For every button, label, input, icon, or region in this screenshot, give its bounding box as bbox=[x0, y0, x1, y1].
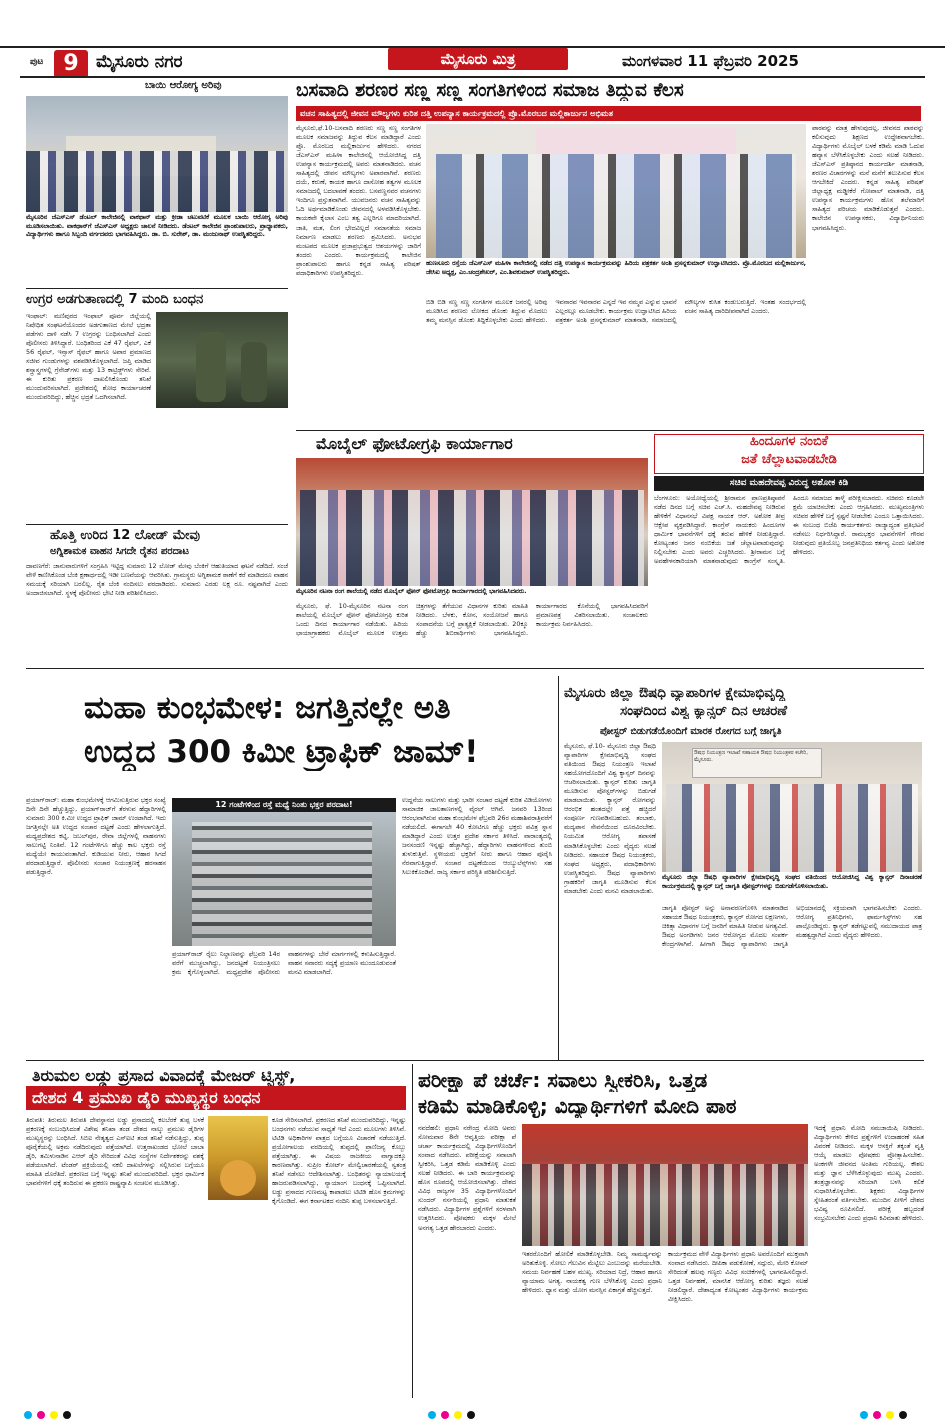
soldier-shape-2 bbox=[241, 342, 267, 402]
photo-sign-text: ಔಷಧ ನಿಯಂತ್ರಣ ಇಲಾಖೆ ಸಹಾಯಕ ಔಷಧ ನಿಯಂತ್ರಕರ ಕಚೇರಿ, ಮೈಸೂರು. bbox=[694, 750, 808, 763]
hindu-headline-2: ಜತೆ ಚೆಲ್ಲಾಟವಾಡಬೇಡಿ bbox=[741, 452, 837, 467]
kumbh-photo bbox=[172, 812, 396, 946]
paper-name: ಮೈಸೂರು ಮಿತ್ರ bbox=[388, 48, 568, 70]
color-registration-center bbox=[428, 1404, 480, 1423]
basava-lower-text: ಬಿಡಿ ಬಿಡಿ ಸಣ್ಣ ಸಣ್ಣ ಸಂಗತಿಗಳ ಮೂಲಕ ಜನರಲ್ಲಿ ಅರಿವು ಮೂಡಿಸಿದ ಶರಣರು ಲೋಕದ ಡೊಂಕು ತಿದ್ದುವ ಮೊದಲು ತಮ್ಮ ಮನಸ್ಸಿನ ಡೊಂಕು ತಿದ್ದಿಕೊಳ್ಳಬೇಕು ಎಂದು ಹೇಳಿದರು. ಇವನಾರವ ಇವನಾರವ ಎನ್ನದೆ ಇವ ನಮ್ಮವ ಎನ್ನುವ ಭಾವನೆ ಎಲ್ಲರಲ್ಲೂ ಮೂಡಬೇಕು. ಕಾರ್ಯಕ್ರಮ ಉದ್ಘಾಟಿಸಿದ ಹಿರಿಯ ಪತ್ರಕರ್ತ ಅಂಶಿ ಪ್ರಸನ್ನಕುಮಾರ್ ಮಾತನಾಡಿ, ಸಮಾಜದಲ್ಲಿ ಮೌಲ್ಯಗಳ ಕುಸಿತ ಕಂಡುಬರುತ್ತಿದೆ. ಇಂತಹ ಸಂದರ್ಭದಲ್ಲಿ ವಚನ ಸಾಹಿತ್ಯ ದಾರಿದೀಪವಾಗಿದೆ ಎಂದರು. bbox=[426, 298, 806, 325]
color-registration-right bbox=[860, 1404, 912, 1423]
people-row bbox=[26, 151, 288, 212]
cancer-body: ಮೈಸೂರು, ಫೆ.10- ಮೈಸೂರು ಜಿಲ್ಲಾ ಔಷಧಿ ವ್ಯಾಪಾರಿಗಳ ಕ್ಷೇಮಾಭಿವೃದ್ಧಿ ಸಂಘದ ವತಿಯಿಂದ ಔಷಧ ನಿಯಂತ್ರಣ ಇಲಾಖೆ ಸಹಯೋಗದೊಂದಿಗೆ ವಿಶ್ವ ಕ್ಯಾನ್ಸರ್ ದಿನವನ್ನು ಆಚರಿಸಲಾಯಿತು. ಕ್ಯಾನ್ಸರ್ ಕುರಿತು ಜಾಗೃತಿ ಮೂಡಿಸುವ ಪೋಸ್ಟರ್‌ಗಳನ್ನು ಬಿಡುಗಡೆ ಮಾಡಲಾಯಿತು. ಕ್ಯಾನ್ಸರ್ ರೋಗವನ್ನು ಆರಂಭಿಕ ಹಂತದಲ್ಲೇ ಪತ್ತೆ ಹಚ್ಚಿದರೆ ಸಂಪೂರ್ಣ ಗುಣಪಡಿಸಬಹುದು. ತಂಬಾಕು, ಮದ್ಯಪಾನ ಸೇವನೆಯಿಂದ ದೂರವಿರಬೇಕು. ನಿಯಮಿತ ಆರೋಗ್ಯ ತಪಾಸಣೆ ಮಾಡಿಸಿಕೊಳ್ಳಬೇಕು ಎಂದು ವೈದ್ಯರು ಸಲಹೆ ನೀಡಿದರು. ಸಹಾಯಕ ಔಷಧ ನಿಯಂತ್ರಕರು, ಸಂಘದ ಅಧ್ಯಕ್ಷರು, ಪದಾಧಿಕಾರಿಗಳು ಉಪಸ್ಥಿತರಿದ್ದರು. ಔಷಧ ವ್ಯಾಪಾರಿಗಳು ಗ್ರಾಹಕರಿಗೆ ಜಾಗೃತಿ ಮೂಡಿಸುವ ಕೆಲಸ ಮಾಡಬೇಕು ಎಂದು ಮನವಿ ಮಾಡಲಾಯಿತು. bbox=[564, 742, 656, 895]
cancer-headline-2: ಸಂಘದಿಂದ ವಿಶ್ವ ಕ್ಯಾನ್ಸರ್ ದಿನ ಆಚರಣೆ bbox=[620, 704, 788, 719]
arrest-body-2 bbox=[156, 412, 288, 510]
issue-date: ಮಂಗಳವಾರ 11 ಫೆಬ್ರವರಿ 2025 bbox=[622, 52, 799, 70]
tirumala-col2: ಕೂಡ ಸೇರಿಸಲಾಗಿದೆ. ಪ್ರಕರಣದ ತನಿಖೆ ಮುಂದುವರಿದಿದ್ದು, ಇನ್ನಷ್ಟು ಬಂಧನಗಳು ನಡೆಯುವ ಸಾಧ್ಯತೆ ಇದೆ ಎಂದು ಮೂಲಗಳು ತಿಳಿಸಿವೆ. ಟಿಟಿಡಿ ಅಧಿಕಾರಿಗಳ ಪಾತ್ರದ ಬಗ್ಗೆಯೂ ವಿಚಾರಣೆ ನಡೆಯುತ್ತಿದೆ. ಪ್ರಯೋಗಾಲಯ ವರದಿಯಲ್ಲಿ ತುಪ್ಪದಲ್ಲಿ ಪ್ರಾಣಿಜನ್ಯ ಕೊಬ್ಬು ಪತ್ತೆಯಾಗಿತ್ತು. ಈ ವಿಷಯ ರಾಜಕೀಯ ವಾಗ್ವಾದಕ್ಕೂ ಕಾರಣವಾಗಿತ್ತು. ಸುಪ್ರೀಂ ಕೋರ್ಟ್ ಮೇಲ್ವಿಚಾರಣೆಯಲ್ಲಿ ಸ್ವತಂತ್ರ ತನಿಖೆ ನಡೆಸಲು ಆದೇಶಿಸಲಾಗಿತ್ತು. ಬಂಧಿತರನ್ನು ನ್ಯಾಯಾಲಯಕ್ಕೆ ಹಾಜರುಪಡಿಸಲಾಗಿದ್ದು, ನ್ಯಾಯಾಂಗ ಬಂಧನಕ್ಕೆ ಒಪ್ಪಿಸಲಾಗಿದೆ. ಲಡ್ಡು ಪ್ರಸಾದದ ಗುಣಮಟ್ಟ ಕಾಪಾಡಲು ಟಿಟಿಡಿ ಹೊಸ ಕ್ರಮಗಳನ್ನು ಕೈಗೊಂಡಿದೆ. ಈಗ ಕರ್ನಾಟಕದ ನಂದಿನಿ ತುಪ್ಪ ಬಳಸಲಾಗುತ್ತಿದೆ. bbox=[272, 1116, 406, 1206]
magenta-dot bbox=[873, 1411, 881, 1419]
tirumala-headline-2: ದೇಶದ 4 ಪ್ರಮುಖ ಡೈರಿ ಮುಖ್ಯಸ್ಥರ ಬಂಧನ bbox=[26, 1086, 406, 1110]
tirumala-body: ತಿರುಪತಿ: ತಿರುಮಲ ತಿರುಪತಿ ದೇವಸ್ಥಾನದ ಲಡ್ಡು ಪ್ರಸಾದದಲ್ಲಿ ಕಲಬೆರಕೆ ತುಪ್ಪ ಬಳಕೆ ಪ್ರಕರಣಕ್ಕೆ ಸಂಬಂಧಿಸಿದಂತೆ ವಿಶೇಷ ತನಿಖಾ ತಂಡ ದೇಶದ ನಾಲ್ಕು ಪ್ರಮುಖ ಡೈರಿಗಳ ಮುಖ್ಯಸ್ಥರನ್ನು ಬಂಧಿಸಿದೆ. ಸಿಬಿಐ ನೇತೃತ್ವದ ಎಸ್‌ಐಟಿ ತಂಡ ತನಿಖೆ ನಡೆಸುತ್ತಿದ್ದು, ತುಪ್ಪ ಪೂರೈಕೆಯಲ್ಲಿ ಅಕ್ರಮ ನಡೆದಿರುವುದು ಪತ್ತೆಯಾಗಿದೆ. ಉತ್ತರಾಖಂಡದ ಭೋಲೆ ಬಾಬಾ ಡೈರಿ, ತಮಿಳುನಾಡಿನ ಎಆರ್ ಡೈರಿ ಸೇರಿದಂತೆ ವಿವಿಧ ಸಂಸ್ಥೆಗಳ ನಿರ್ದೇಶಕರನ್ನು ವಶಕ್ಕೆ ಪಡೆಯಲಾಗಿದೆ. ಟೆಂಡರ್ ಪ್ರಕ್ರಿಯೆಯಲ್ಲಿ ನಕಲಿ ದಾಖಲೆಗಳನ್ನು ಸಲ್ಲಿಸಿರುವ ಬಗ್ಗೆಯೂ ಮಾಹಿತಿ ದೊರೆತಿದೆ. ಪ್ರಕರಣದ ಬಗ್ಗೆ ಇನ್ನಷ್ಟು ತನಿಖೆ ಮುಂದುವರಿದಿದೆ. ಭಕ್ತರ ಧಾರ್ಮಿಕ ಭಾವನೆಗಳಿಗೆ ಧಕ್ಕೆ ತಂದಿರುವ ಈ ಪ್ರಕರಣ ರಾಷ್ಟ್ರವ್ಯಾಪಿ ಸಂಚಲನ ಮೂಡಿಸಿತ್ತು. bbox=[26, 1116, 204, 1188]
health-kicker: ಬಾಯಿ ಆರೋಗ್ಯ ಅರಿವು bbox=[145, 80, 222, 91]
pariksha-col1: ನವದೆಹಲಿ: ಪ್ರಧಾನಿ ನರೇಂದ್ರ ಮೋದಿ ಅವರು ಸೋಮವಾರ 8ನೇ ಆವೃತ್ತಿಯ ಪರೀಕ್ಷಾ ಪೆ ಚರ್ಚಾ ಕಾರ್ಯಕ್ರಮದಲ್ಲಿ ವಿದ್ಯಾರ್ಥಿಗಳೊಂದಿಗೆ ಸಂವಾದ ನಡೆಸಿದರು. ಪರೀಕ್ಷೆಯನ್ನು ಸವಾಲಾಗಿ ಸ್ವೀಕರಿಸಿ, ಒತ್ತಡ ಕಡಿಮೆ ಮಾಡಿಕೊಳ್ಳಿ ಎಂದು ಸಲಹೆ ನೀಡಿದರು. ಈ ಬಾರಿ ಕಾರ್ಯಕ್ರಮವನ್ನು ಹೊಸ ರೂಪದಲ್ಲಿ ಆಯೋಜಿಸಲಾಗಿತ್ತು. ದೇಶದ ವಿವಿಧ ರಾಜ್ಯಗಳ 35 ವಿದ್ಯಾರ್ಥಿಗಳೊಂದಿಗೆ ಸುಂದರ್ ನರ್ಸರಿಯಲ್ಲಿ ಪ್ರಧಾನಿ ಮಾತುಕತೆ ನಡೆಸಿದರು. ವಿದ್ಯಾರ್ಥಿಗಳ ಪ್ರಶ್ನೆಗಳಿಗೆ ಸರಳವಾಗಿ ಉತ್ತರಿಸಿದರು. ಪೋಷಕರು ಮಕ್ಕಳ ಮೇಲೆ ಅನಗತ್ಯ ಒತ್ತಡ ಹೇರಬಾರದು ಎಂದರು. bbox=[418, 1124, 516, 1232]
health-caption: ಮೈಸೂರಿನ ಜೆಎಸ್‌ಎಸ್ ಡೆಂಟಲ್ ಕಾಲೇಜಿನಲ್ಲಿ ವಾಕಥಾನ್ ಮತ್ತು ಕ್ರೀಡಾ ಚಟುವಟಿಕೆ ಮೂಲಕ ಬಾಯಿ ಆರೋಗ್ಯ ಅರಿವು ಮೂಡಿಸಲಾಯಿತು. ವಾಕಥಾನ್‌ಗೆ ಜೆಎಸ್‌ಎಸ್ ಅಧ್ಯಕ್ಷರು ಚಾಲನೆ ನೀಡಿದರು. ಡೆಂಟಲ್ ಕಾಲೇಜಿನ ಪ್ರಾಂಶುಪಾಲರು, ಪ್ರಾಧ್ಯಾಪಕರು, ವಿದ್ಯಾರ್ಥಿಗಳು ಹಾಗೂ ಸಿಬ್ಬಂದಿ ವರ್ಗದವರು ಭಾಗವಹಿಸಿದ್ದರು. ಡಾ. ಬಿ. ಸುರೇಶ್, ಡಾ. ಮಂಜುನಾಥ್ ಉಪಸ್ಥಿತರಿದ್ದರು. bbox=[26, 214, 288, 239]
cancer-headline-1: ಮೈಸೂರು ಜಿಲ್ಲಾ ಔಷಧಿ ವ್ಯಾಪಾರಿಗಳ ಕ್ಷೇಮಾಭಿವೃದ್ಧಿ bbox=[564, 686, 785, 701]
mobile-photo bbox=[296, 458, 648, 586]
basava-left-col: ಮೈಸೂರು,ಫೆ.10-ಬಸವಾದಿ ಶರಣರು ಸಣ್ಣ ಸಣ್ಣ ಸಂಗತಿಗಳ ಮೂಲಕ ಸಮಾಜವನ್ನು ತಿದ್ದುವ ಕೆಲಸ ಮಾಡಿದ್ದಾರೆ ಎಂದು ಪ್ರೊ. ಮೊರಬದ ಮಲ್ಲಿಕಾರ್ಜುನ ಹೇಳಿದರು. ನಗರದ ಜೆಎಸ್‌ಎಸ್ ಮಹಿಳಾ ಕಾಲೇಜಿನಲ್ಲಿ ಆಯೋಜಿಸಿದ್ದ ದತ್ತಿ ಉಪನ್ಯಾಸ ಕಾರ್ಯಕ್ರಮದಲ್ಲಿ ಅವರು ಮಾತನಾಡಿದರು. ವಚನ ಸಾಹಿತ್ಯದಲ್ಲಿ ಜೀವನ ಮೌಲ್ಯಗಳು ಅಪಾರವಾಗಿವೆ. ಶರಣರು ದಯೆ, ಕರುಣೆ, ಕಾಯಕ ಹಾಗೂ ದಾಸೋಹ ತತ್ವಗಳ ಮೂಲಕ ಸಮಾಜದಲ್ಲಿ ಬದಲಾವಣೆ ತಂದರು. ಬಸವಣ್ಣನವರ ವಚನಗಳು ಇಂದಿಗೂ ಪ್ರಸ್ತುತವಾಗಿವೆ. ಯುವಜನರು ವಚನ ಸಾಹಿತ್ಯವನ್ನು ಓದಿ ಅರ್ಥಮಾಡಿಕೊಂಡು ಜೀವನದಲ್ಲಿ ಅಳವಡಿಸಿಕೊಳ್ಳಬೇಕು. ಕಾಯಕವೇ ಕೈಲಾಸ ಎಂಬ ತತ್ವ ಎಲ್ಲರಿಗೂ ಮಾದರಿಯಾಗಿದೆ. ಜಾತಿ, ಮತ, ಲಿಂಗ ಭೇದವಿಲ್ಲದೆ ಸಮಾನತೆಯ ಸಮಾಜ ನಿರ್ಮಾಣ ಮಾಡಲು ಶರಣರು ಶ್ರಮಿಸಿದರು. ಅನುಭವ ಮಂಟಪದ ಮೂಲಕ ಪ್ರಜಾಪ್ರಭುತ್ವದ ಆಶಯಗಳನ್ನು ಜಾರಿಗೆ ತಂದರು ಎಂದರು. ಕಾರ್ಯಕ್ರಮದಲ್ಲಿ ಕಾಲೇಜಿನ ಪ್ರಾಂಶುಪಾಲರು ಹಾಗೂ ಕನ್ನಡ ಸಾಹಿತ್ಯ ಪರಿಷತ್ ಪದಾಧಿಕಾರಿಗಳು ಉಪಸ್ಥಿತರಿದ್ದರು. bbox=[296, 124, 421, 277]
cancer-lower: ಜಾಗೃತಿ ಪೋಸ್ಟರ್ ಅನ್ನು ಅನಾವರಣಗೊಳಿಸಿ ಮಾತನಾಡಿದ ಸಹಾಯಕ ಔಷಧ ನಿಯಂತ್ರಕರು, ಕ್ಯಾನ್ಸರ್ ರೋಗದ ಲಕ್ಷಣಗಳು, ಚಿಕಿತ್ಸಾ ವಿಧಾನಗಳ ಬಗ್ಗೆ ಜನರಿಗೆ ಮಾಹಿತಿ ನೀಡುವ ಅಗತ್ಯವಿದೆ. ಔಷಧ ಅಂಗಡಿಗಳು ಜನರ ಆರೋಗ್ಯದ ಮೊದಲ ಸಂಪರ್ಕ ಕೇಂದ್ರಗಳಾಗಿವೆ. ಹೀಗಾಗಿ ಔಷಧ ವ್ಯಾಪಾರಿಗಳು ಜಾಗೃತಿ ಅಭಿಯಾನದಲ್ಲಿ ಸಕ್ರಿಯವಾಗಿ ಭಾಗವಹಿಸಬೇಕು ಎಂದರು. ಆರೋಗ್ಯ ಪ್ರತಿನಿಧಿಗಳು, ಫಾರ್ಮಸಿಸ್ಟ್‌ಗಳು ಸಹ ಪಾಲ್ಗೊಂಡಿದ್ದರು. ಕ್ಯಾನ್ಸರ್ ತಡೆಗಟ್ಟುವಲ್ಲಿ ಸಮುದಾಯದ ಪಾತ್ರ ಮಹತ್ವದ್ದಾಗಿದೆ ಎಂದು ವೈದ್ಯರು ಹೇಳಿದರು. bbox=[662, 904, 922, 949]
laddu-shape bbox=[220, 1160, 256, 1196]
tirumala-headline-1: ತಿರುಮಲ ಲಡ್ಡು ಪ್ರಸಾದ ವಿವಾದಕ್ಕೆ ಮೇಜರ್ ಟ್ವಿಸ್ಟ್, bbox=[32, 1066, 296, 1085]
fire-headline: ಹೊತ್ತಿ ಉರಿದ 12 ಲೋಡ್ ಮೇವು bbox=[50, 528, 201, 543]
black-dot bbox=[899, 1411, 907, 1419]
kumbh-headline-1: ಮಹಾ ಕುಂಭಮೇಳ: ಜಗತ್ತಿನಲ್ಲೇ ಅತಿ bbox=[84, 690, 451, 726]
kumbh-col1: ಪ್ರಯಾಗ್‌ರಾಜ್: ಮಹಾ ಕುಂಭಮೇಳಕ್ಕೆ ಆಗಮಿಸುತ್ತಿರುವ ಭಕ್ತರ ಸಂಖ್ಯೆ ದಿನೇ ದಿನೇ ಹೆಚ್ಚುತ್ತಿದ್ದು, ಪ್ರಯಾಗ್‌ರಾಜ್‌ಗೆ ತೆರಳುವ ಹೆದ್ದಾರಿಗಳಲ್ಲಿ ಸುಮಾರು 300 ಕಿ.ಮೀ ಉದ್ದದ ಟ್ರಾಫಿಕ್ ಜಾಮ್ ಉಂಟಾಗಿದೆ. ಇದು ಜಗತ್ತಿನಲ್ಲೇ ಅತಿ ಉದ್ದದ ಸಂಚಾರ ದಟ್ಟಣೆ ಎಂದು ಹೇಳಲಾಗುತ್ತಿದೆ. ಮಧ್ಯಪ್ರದೇಶದ ಕಟ್ನಿ, ಜಬಲ್‌ಪುರ, ರೇವಾ ಜಿಲ್ಲೆಗಳಲ್ಲಿ ವಾಹನಗಳು ಸಾಲುಗಟ್ಟಿ ನಿಂತಿವೆ. 12 ಗಂಟೆಗಳಿಗೂ ಹೆಚ್ಚು ಕಾಲ ಭಕ್ತರು ರಸ್ತೆ ಮಧ್ಯೆಯೇ ಕಾಯುವಂತಾಗಿದೆ. ಕುಡಿಯುವ ನೀರು, ಆಹಾರ ಸಿಗದೆ ಪರದಾಡುತ್ತಿದ್ದಾರೆ. ಪೊಲೀಸರು ಸಂಚಾರ ನಿಯಂತ್ರಣಕ್ಕೆ ಹರಸಾಹಸ ಪಡುತ್ತಿದ್ದಾರೆ. bbox=[26, 796, 166, 877]
rule-h2 bbox=[26, 524, 288, 525]
rule-v1 bbox=[558, 676, 559, 1060]
fire-subhead: ಅಗ್ನಿಶಾಮಕ ವಾಹನ ಸಿಗದೇ ರೈತನ ಪರದಾಟ bbox=[50, 546, 190, 557]
magenta-dot bbox=[441, 1411, 449, 1419]
pariksha-headline-2: ಕಡಿಮೆ ಮಾಡಿಕೊಳ್ಳಿ; ವಿದ್ಯಾರ್ಥಿಗಳಿಗೆ ಮೋದಿ ಪಾಠ bbox=[418, 1094, 737, 1118]
black-dot bbox=[63, 1411, 71, 1419]
tirumala-photo bbox=[208, 1116, 268, 1200]
pariksha-col2: ಇತರರೊಂದಿಗೆ ಹೋಲಿಕೆ ಮಾಡಿಕೊಳ್ಳಬೇಡಿ. ನಿಮ್ಮ ಸಾಮರ್ಥ್ಯವನ್ನು ಅರಿತುಕೊಳ್ಳಿ. ಸೋಲು ಗೆಲುವಿನ ಮೆಟ್ಟಿಲು ಎಂಬುದನ್ನು ಮರೆಯಬೇಡಿ. ಸಮಯ ನಿರ್ವಹಣೆ ಬಹಳ ಮುಖ್ಯ. ಸರಿಯಾದ ನಿದ್ರೆ, ಆಹಾರ ಹಾಗೂ ವ್ಯಾಯಾಮ ಅಗತ್ಯ. ನಾಯಕತ್ವ ಗುಣ ಬೆಳೆಸಿಕೊಳ್ಳಿ ಎಂದು ಪ್ರಧಾನಿ ಹೇಳಿದರು. ಧ್ಯಾನ ಮತ್ತು ಯೋಗ ಮನಸ್ಸಿನ ಏಕಾಗ್ರತೆ ಹೆಚ್ಚಿಸುತ್ತದೆ. bbox=[522, 1250, 662, 1295]
soldier-shape bbox=[196, 332, 226, 402]
yellow-dot bbox=[886, 1411, 894, 1419]
fire-body: ದಾವಣಗೆರೆ: ಜಾನುವಾರುಗಳಿಗೆ ಸಂಗ್ರಹಿಸಿ ಇಟ್ಟಿದ್ದ ಸುಮಾರು 12 ಲೋಡ್ ಮೇವು ಬೆಂಕಿಗೆ ಆಹುತಿಯಾದ ಘಟನೆ ನಡೆದಿದೆ. ಸಂಜೆ ವೇಳೆ ಕಾಣಿಸಿಕೊಂಡ ಬೆಂಕಿ ಕ್ಷಣಾರ್ಧದಲ್ಲಿ ಇಡೀ ಬಣವೆಯನ್ನು ಆವರಿಸಿತು. ಗ್ರಾಮಸ್ಥರು ಅಗ್ನಿಶಾಮಕ ಠಾಣೆಗೆ ಕರೆ ಮಾಡಿದರೂ ವಾಹನ ಸಮಯಕ್ಕೆ ಸರಿಯಾಗಿ ಬರಲಿಲ್ಲ. ರೈತ ಬೆಂಕಿ ನಂದಿಸಲು ಪರದಾಡಿದರು. ಸುಮಾರು ಎರಡು ಲಕ್ಷ ರೂ. ನಷ್ಟವಾಗಿದೆ ಎಂದು ಅಂದಾಜಿಸಲಾಗಿದೆ. ಸ್ಥಳಕ್ಕೆ ಪೊಲೀಸರು ಭೇಟಿ ನೀಡಿ ಪರಿಶೀಲಿಸಿದರು. bbox=[26, 562, 288, 598]
pariksha-headline-1: ಪರೀಕ್ಷಾ ಪೆ ಚರ್ಚೆ: ಸವಾಲು ಸ್ವೀಕರಿಸಿ, ಒತ್ತಡ bbox=[418, 1068, 708, 1092]
basava-subhead: ವಚನ ಸಾಹಿತ್ಯದಲ್ಲಿ ಜೀವನ ಮೌಲ್ಯಗಳು ಕುರಿತ ದತ್ತಿ ಉಪನ್ಯಾಸ ಕಾರ್ಯಕ್ರಮದಲ್ಲಿ ಪ್ರೊ.ಮೊರಬದ ಮಲ್ಲಿಕಾರ್ಜುನ ಅಭಿಮತ bbox=[296, 106, 921, 121]
section-name: ಮೈಸೂರು ನಗರ bbox=[96, 52, 183, 72]
hindu-subhead: ಸಚಿವ ಮಹದೇವಪ್ಪ ವಿರುದ್ಧ ಅಶೋಕ ಕಿಡಿ bbox=[654, 476, 924, 491]
pariksha-col3: ಕಾರ್ಯಕ್ರಮದ ವೇಳೆ ವಿದ್ಯಾರ್ಥಿಗಳು ಪ್ರಧಾನಿ ಅವರೊಂದಿಗೆ ಮುಕ್ತವಾಗಿ ಸಂವಾದ ನಡೆಸಿದರು. ದೀಪಿಕಾ ಪಡುಕೋಣೆ, ಸದ್ಗುರು, ಮೇರಿ ಕೋಮ್ ಸೇರಿದಂತೆ ಹಲವು ಗಣ್ಯರು ವಿವಿಧ ಸಂಚಿಕೆಗಳಲ್ಲಿ ಭಾಗವಹಿಸಲಿದ್ದಾರೆ. ಒತ್ತಡ ನಿರ್ವಹಣೆ, ಮಾನಸಿಕ ಆರೋಗ್ಯ ಕುರಿತು ತಜ್ಞರು ಸಲಹೆ ನೀಡಲಿದ್ದಾರೆ. ದೇಶಾದ್ಯಂತ ಕೋಟ್ಯಂತರ ವಿದ್ಯಾರ್ಥಿಗಳು ಕಾರ್ಯಕ್ರಮ ವೀಕ್ಷಿಸಿದರು. bbox=[668, 1250, 808, 1304]
basava-right-col: ಪಾಠವನ್ನು ಮಾತ್ರ ಹೇಳುವುದಲ್ಲ, ಜೀವನದ ಪಾಠವನ್ನು ಕಲಿಸುವುದು ಶಿಕ್ಷಣದ ಉದ್ದೇಶವಾಗಬೇಕು. ವಿದ್ಯಾರ್ಥಿಗಳು ಮೊಬೈಲ್ ಬಳಕೆ ಕಡಿಮೆ ಮಾಡಿ ಓದುವ ಹವ್ಯಾಸ ಬೆಳೆಸಿಕೊಳ್ಳಬೇಕು ಎಂದು ಸಲಹೆ ನೀಡಿದರು. ಜೆಎಸ್‌ಎಸ್ ಪ್ರತಿಷ್ಠಾನದ ಕಾರ್ಯದರ್ಶಿ ಮಾತನಾಡಿ, ಶರಣರ ವಿಚಾರಗಳನ್ನು ಮನೆ ಮನೆಗೆ ತಲುಪಿಸುವ ಕೆಲಸ ಆಗಬೇಕಿದೆ ಎಂದರು. ಕನ್ನಡ ಸಾಹಿತ್ಯ ಪರಿಷತ್ ಜಿಲ್ಲಾಧ್ಯಕ್ಷ ಮಡ್ಡೀಕೆರೆ ಗೋಪಾಲ್ ಮಾತನಾಡಿ, ದತ್ತಿ ಉಪನ್ಯಾಸ ಕಾರ್ಯಕ್ರಮಗಳು ಹೊಸ ತಲೆಮಾರಿಗೆ ಸಾಹಿತ್ಯದ ಪರಿಚಯ ಮಾಡಿಕೊಡುತ್ತವೆ ಎಂದರು. ಕಾಲೇಜಿನ ಉಪನ್ಯಾಸಕರು, ವಿದ್ಯಾರ್ಥಿನಿಯರು ಭಾಗವಹಿಸಿದ್ದರು. bbox=[812, 124, 924, 232]
mobile-body: ಮೈಸೂರು, ಫೆ. 10-ಮೈಸೂರಿನ ನಟನಾ ರಂಗ ಶಾಲೆಯಲ್ಲಿ ಮೊಬೈಲ್ ಫೋನ್ ಫೋಟೋಗ್ರಫಿ ಕುರಿತ ಒಂದು ದಿನದ ಕಾರ್ಯಾಗಾರ ನಡೆಯಿತು. ಹಿರಿಯ ಛಾಯಾಗ್ರಾಹಕರು ಮೊಬೈಲ್ ಮೂಲಕ ಉತ್ತಮ ಚಿತ್ರಗಳನ್ನು ತೆಗೆಯುವ ವಿಧಾನಗಳ ಕುರಿತು ಮಾಹಿತಿ ನೀಡಿದರು. ಬೆಳಕು, ಕೋನ, ಸಂಯೋಜನೆ ಹಾಗೂ ಸಂಪಾದನೆಯ ಬಗ್ಗೆ ಪ್ರಾತ್ಯಕ್ಷಿಕೆ ನೀಡಲಾಯಿತು. 20ಕ್ಕೂ ಹೆಚ್ಚು ಶಿಬಿರಾರ್ಥಿಗಳು ಭಾಗವಹಿಸಿದ್ದರು. ಕಾರ್ಯಾಗಾರದ ಕೊನೆಯಲ್ಲಿ ಭಾಗವಹಿಸಿದವರಿಗೆ ಪ್ರಮಾಣಪತ್ರ ವಿತರಿಸಲಾಯಿತು. ಸಂಚಾಲಕರು ಕಾರ್ಯಕ್ರಮ ನಿರ್ವಹಿಸಿದರು. bbox=[296, 602, 648, 638]
health-photo bbox=[26, 96, 288, 212]
basava-headline: ಬಸವಾದಿ ಶರಣರ ಸಣ್ಣ ಸಣ್ಣ ಸಂಗತಿಗಳಿಂದ ಸಮಾಜ ತಿದ್ದುವ ಕೆಲಸ bbox=[296, 80, 684, 101]
rule-v2 bbox=[412, 1064, 413, 1398]
cyan-dot bbox=[428, 1411, 436, 1419]
rule-h3 bbox=[296, 430, 924, 431]
yellow-dot bbox=[454, 1411, 462, 1419]
kumbh-headline-2: ಉದ್ದದ 300 ಕಿಮೀ ಟ್ರಾಫಿಕ್ ಜಾಮ್! bbox=[84, 734, 479, 770]
cancer-photo bbox=[662, 742, 922, 872]
people-row bbox=[300, 490, 644, 586]
cancer-caption: ಮೈಸೂರು ಜಿಲ್ಲಾ ಔಷಧಿ ವ್ಯಾಪಾರಿಗಳ ಕ್ಷೇಮಾಭಿವೃದ್ಧಿ ಸಂಘದ ವತಿಯಿಂದ ಆಯೋಜಿಸಿದ್ದ ವಿಶ್ವ ಕ್ಯಾನ್ಸರ್ ದಿನಾಚರಣೆ ಕಾರ್ಯಕ್ರಮದಲ್ಲಿ ಕ್ಯಾನ್ಸರ್ ಬಗ್ಗೆ ಜಾಗೃತಿ ಪೋಸ್ಟರ್‌ಗಳನ್ನು ಬಿಡುಗಡೆಗೊಳಿಸಲಾಯಿತು. bbox=[662, 874, 922, 890]
rule-h4 bbox=[26, 668, 924, 669]
masthead bbox=[0, 0, 945, 76]
kumbh-col3: ಉದ್ದನೆಯ ಸಾಲುಗಳು ಮತ್ತು ಭಾರೀ ಸಂಚಾರ ದಟ್ಟಣೆ ಕುರಿತ ವಿಡಿಯೋಗಳು ಸಾಮಾಜಿಕ ಜಾಲತಾಣಗಳಲ್ಲಿ ವೈರಲ್ ಆಗಿವೆ. ಜನವರಿ 13ರಿಂದ ಆರಂಭವಾಗಿರುವ ಮಹಾ ಕುಂಭಮೇಳ ಫೆಬ್ರವರಿ 26ರ ಮಹಾಶಿವರಾತ್ರಿವರೆಗೆ ನಡೆಯಲಿದೆ. ಈಗಾಗಲೇ 40 ಕೋಟಿಗೂ ಹೆಚ್ಚು ಭಕ್ತರು ಪವಿತ್ರ ಸ್ನಾನ ಮಾಡಿದ್ದಾರೆ ಎಂದು ಉತ್ತರ ಪ್ರದೇಶ ಸರ್ಕಾರ ತಿಳಿಸಿದೆ. ವಾರಾಂತ್ಯದಲ್ಲಿ ಜನಸಂದಣಿ ಇನ್ನಷ್ಟು ಹೆಚ್ಚಾಗಿದ್ದು, ಹೆದ್ದಾರಿಗಳು ವಾಹನಗಳಿಂದ ತುಂಬಿ ತುಳುಕುತ್ತಿವೆ. ಸ್ಥಳೀಯರು ಭಕ್ತರಿಗೆ ನೀರು ಹಾಗೂ ಆಹಾರ ಪೂರೈಸಿ ನೆರವಾಗುತ್ತಿದ್ದಾರೆ. ಸಂಚಾರ ದಟ್ಟಣೆಯಿಂದ ಆಂಬ್ಯುಲೆನ್ಸ್‌ಗಳು ಸಹ ಸಿಲುಕಿಕೊಂಡಿವೆ. ರಾಜ್ಯ ಸರ್ಕಾರ ಪರಿಸ್ಥಿತಿ ಪರಿಶೀಲಿಸುತ್ತಿದೆ. bbox=[402, 796, 552, 877]
basava-caption: ಹುಣಸೂರು ರಸ್ತೆಯ ಜೆಎಸ್‌ಎಸ್ ಮಹಿಳಾ ಕಾಲೇಜಿನಲ್ಲಿ ನಡೆದ ದತ್ತಿ ಉಪನ್ಯಾಸ ಕಾರ್ಯಕ್ರಮವನ್ನು ಹಿರಿಯ ಪತ್ರಕರ್ತ ಅಂಶಿ ಪ್ರಸನ್ನಕುಮಾರ್ ಉದ್ಘಾಟಿಸಿದರು. ಪ್ರೊ.ಮೊರಬದ ಮಲ್ಲಿಕಾರ್ಜುನ, ಜೇಸಿಐ ಅಧ್ಯಕ್ಷ, ಎಂ.ಚಂದ್ರಶೇಖರ್, ಎಂ.ಶಿವಕುಮಾರ್ ಉಪಸ್ಥಿತರಿದ್ದರು. bbox=[426, 260, 806, 276]
page-number: 9 bbox=[54, 50, 88, 78]
mobile-caption: ಮೈಸೂರಿನ ನಟನಾ ರಂಗ ಶಾಲೆಯಲ್ಲಿ ನಡೆದ ಮೊಬೈಲ್ ಫೋನ್ ಫೋಟೋಗ್ರಫಿ ಕಾರ್ಯಾಗಾರದಲ್ಲಿ ಭಾಗವಹಿಸಿದವರು. bbox=[296, 588, 527, 595]
rule-h5 bbox=[26, 1060, 924, 1061]
mobile-headline: ಮೊಬೈಲ್ ಫೋಟೋಗ್ರಫಿ ಕಾರ್ಯಾಗಾರ bbox=[316, 434, 513, 453]
color-registration-left bbox=[24, 1404, 76, 1423]
cancer-subhead: ಪೋಸ್ಟರ್ ಬಿಡುಗಡೆಯೊಂದಿಗೆ ಮಾರಕ ರೋಗದ ಬಗ್ಗೆ ಜಾಗೃತಿ bbox=[600, 726, 782, 737]
people-row bbox=[666, 784, 918, 872]
arrest-body: ಇಂಫಾಲ್: ಮಣಿಪುರದ ಇಂಫಾಲ್ ಪೂರ್ವ ಜಿಲ್ಲೆಯಲ್ಲಿ ನಿಷೇಧಿತ ಸಂಘಟನೆಯೊಂದರ ಅಡಗುತಾಣದ ಮೇಲೆ ಭದ್ರತಾ ಪಡೆಗಳು ದಾಳಿ ನಡೆಸಿ 7 ಉಗ್ರರನ್ನು ಬಂಧಿಸಲಾಗಿದೆ ಎಂದು ಪೊಲೀಸರು ತಿಳಿಸಿದ್ದಾರೆ. ಬಂಧಿತರಿಂದ ಎಕೆ 47 ರೈಫಲ್, ಎಕೆ 56 ರೈಫಲ್, ಇನ್ಸಾಸ್ ರೈಫಲ್ ಹಾಗೂ ಅಪಾರ ಪ್ರಮಾಣದ ಸಜೀವ ಗುಂಡುಗಳನ್ನು ವಶಪಡಿಸಿಕೊಳ್ಳಲಾಗಿದೆ. ಜಪ್ತಿ ಮಾಡಿದ ಶಸ್ತ್ರಾಸ್ತ್ರಗಳಲ್ಲಿ ಗ್ರೆನೇಡ್‌ಗಳು ಮತ್ತು 13 ಕಾಟ್ರಿಡ್ಜ್‌ಗಳು ಸೇರಿವೆ. ಈ ಕುರಿತು ಪ್ರಕರಣ ದಾಖಲಿಸಿಕೊಂಡು ತನಿಖೆ ಮುಂದುವರಿಸಲಾಗಿದೆ. ಪ್ರದೇಶದಲ್ಲಿ ಶೋಧ ಕಾರ್ಯಾಚರಣೆ ಮುಂದುವರಿದಿದ್ದು, ಹೆಚ್ಚಿನ ಭದ್ರತೆ ಒದಗಿಸಲಾಗಿದೆ. bbox=[26, 312, 151, 402]
magenta-dot bbox=[37, 1411, 45, 1419]
people-row bbox=[436, 154, 796, 258]
traffic-lane bbox=[192, 822, 372, 946]
cyan-dot bbox=[24, 1411, 32, 1419]
basava-photo bbox=[426, 124, 806, 258]
kumbh-col2: ಪ್ರಯಾಗ್‌ರಾಜ್ ರೈಲು ನಿಲ್ದಾಣವನ್ನು ಫೆಬ್ರವರಿ 14ರ ವರೆಗೆ ಮುಚ್ಚಲಾಗಿದ್ದು, ಜನದಟ್ಟಣೆ ನಿಯಂತ್ರಿಸಲು ಕ್ರಮ ಕೈಗೊಳ್ಳಲಾಗಿದೆ. ಮಧ್ಯಪ್ರದೇಶ ಪೊಲೀಸರು ವಾಹನಗಳನ್ನು ಬೇರೆ ಮಾರ್ಗಗಳಲ್ಲಿ ಕಳುಹಿಸುತ್ತಿದ್ದಾರೆ. ವಾಹನ ಸವಾರರು ಸದ್ಯಕ್ಕೆ ಪ್ರಯಾಣ ಮುಂದೂಡುವಂತೆ ಮನವಿ ಮಾಡಲಾಗಿದೆ. bbox=[172, 950, 396, 977]
people-row bbox=[522, 1164, 808, 1246]
cyan-dot bbox=[860, 1411, 868, 1419]
arrest-headline: ಉಗ್ರರ ಅಡಗುತಾಣದಲ್ಲಿ 7 ಮಂದಿ ಬಂಧನ bbox=[26, 292, 204, 307]
hindu-body: ಬೆಂಗಳೂರು: ಅಯೋಧ್ಯೆಯಲ್ಲಿ ಶ್ರೀರಾಮನ ಪ್ರಾಣಪ್ರತಿಷ್ಠಾಪನೆ ನಡೆದ ದಿನದ ಬಗ್ಗೆ ಸಚಿವ ಎಚ್.ಸಿ. ಮಹದೇವಪ್ಪ ನೀಡಿರುವ ಹೇಳಿಕೆಗೆ ವಿಧಾನಸಭೆ ವಿಪಕ್ಷ ನಾಯಕ ಆರ್. ಅಶೋಕ ತೀವ್ರ ಆಕ್ಷೇಪ ವ್ಯಕ್ತಪಡಿಸಿದ್ದಾರೆ. ಕಾಂಗ್ರೆಸ್ ನಾಯಕರು ಹಿಂದೂಗಳ ಧಾರ್ಮಿಕ ಭಾವನೆಗಳಿಗೆ ಧಕ್ಕೆ ತರುವ ಹೇಳಿಕೆ ನೀಡುತ್ತಿದ್ದಾರೆ. ಕೋಟ್ಯಂತರ ಜನರ ನಂಬಿಕೆಯ ಜತೆ ಚೆಲ್ಲಾಟವಾಡುವುದನ್ನು ನಿಲ್ಲಿಸಬೇಕು ಎಂದು ಅವರು ಎಚ್ಚರಿಸಿದರು. ಶ್ರೀರಾಮನ ಬಗ್ಗೆ ಅವಹೇಳನಕಾರಿಯಾಗಿ ಮಾತನಾಡುವುದು ಕಾಂಗ್ರೆಸ್ ಸಂಸ್ಕೃತಿ. ಹಿಂದೂ ಸಮಾಜದ ತಾಳ್ಮೆ ಪರೀಕ್ಷಿಸಬಾರದು. ಸಚಿವರು ಕೂಡಲೇ ಕ್ಷಮೆ ಯಾಚಿಸಬೇಕು ಎಂದು ಆಗ್ರಹಿಸಿದರು. ಮುಖ್ಯಮಂತ್ರಿಗಳು ಸಚಿವರ ಹೇಳಿಕೆ ಬಗ್ಗೆ ಸ್ಪಷ್ಟನೆ ನೀಡಬೇಕು ಎಂದೂ ಒತ್ತಾಯಿಸಿದರು. ಈ ಸಂಬಂಧ ಬಿಜೆಪಿ ಕಾರ್ಯಕರ್ತರು ರಾಜ್ಯಾದ್ಯಂತ ಪ್ರತಿಭಟನೆ ನಡೆಸಲು ನಿರ್ಧರಿಸಿದ್ದಾರೆ. ರಾಮಭಕ್ತರ ಭಾವನೆಗಳಿಗೆ ಗೌರವ ನೀಡುವುದು ಪ್ರತಿಯೊಬ್ಬ ಜನಪ್ರತಿನಿಧಿಯ ಕರ್ತವ್ಯ ಎಂದು ಅಶೋಕ ಹೇಳಿದರು. bbox=[654, 494, 924, 566]
pariksha-col4: ಇದಕ್ಕೆ ಪ್ರಧಾನಿ ಮೋದಿ ಸಮಜಾಯಿಷಿ ನೀಡಿದರು. ವಿದ್ಯಾರ್ಥಿಗಳು ಕೇಳಿದ ಪ್ರಶ್ನೆಗಳಿಗೆ ಉದಾಹರಣೆ ಸಹಿತ ವಿವರಣೆ ನೀಡಿದರು. ಮಕ್ಕಳ ಆಸಕ್ತಿಗೆ ತಕ್ಕಂತೆ ವೃತ್ತಿ ಆಯ್ಕೆ ಮಾಡಲು ಪೋಷಕರು ಪ್ರೋತ್ಸಾಹಿಸಬೇಕು. ಅಂಕಗಳೇ ಜೀವನದ ಅಂತಿಮ ಗುರಿಯಲ್ಲ. ಕೌಶಲ ಮತ್ತು ಜ್ಞಾನ ಬೆಳೆಸಿಕೊಳ್ಳುವುದು ಮುಖ್ಯ ಎಂದರು. ತಂತ್ರಜ್ಞಾನವನ್ನು ಸರಿಯಾಗಿ ಬಳಸಿ ಕಲಿಕೆ ಸುಧಾರಿಸಿಕೊಳ್ಳಬೇಕು. ಶಿಕ್ಷಕರು ವಿದ್ಯಾರ್ಥಿಗಳ ಸ್ನೇಹಿತರಂತೆ ವರ್ತಿಸಬೇಕು. ಮುಂದಿನ ಪೀಳಿಗೆ ದೇಶದ ಭವಿಷ್ಯ ರೂಪಿಸಲಿದೆ. ಪರೀಕ್ಷೆ ಹಬ್ಬದಂತೆ ಸಂಭ್ರಮಿಸಬೇಕು ಎಂದು ಪ್ರಧಾನಿ ಕಿವಿಮಾತು ಹೇಳಿದರು. bbox=[814, 1124, 924, 1223]
hindu-headline-1: ಹಿಂದೂಗಳ ನಂಬಿಕೆ bbox=[749, 434, 829, 449]
page-label: ಪುಟ bbox=[30, 57, 44, 67]
masthead-rule bbox=[20, 76, 925, 78]
yellow-dot bbox=[50, 1411, 58, 1419]
rule-h1 bbox=[26, 288, 288, 289]
pariksha-photo bbox=[522, 1124, 808, 1246]
kumbh-photo-banner: 12 ಗಂಟೆಗಳಿಂದ ರಸ್ತೆ ಮಧ್ಯೆ ನಿಂತು ಭಕ್ತರ ಪರದಾಟ! bbox=[172, 798, 396, 812]
black-dot bbox=[467, 1411, 475, 1419]
arrest-photo bbox=[156, 312, 288, 408]
